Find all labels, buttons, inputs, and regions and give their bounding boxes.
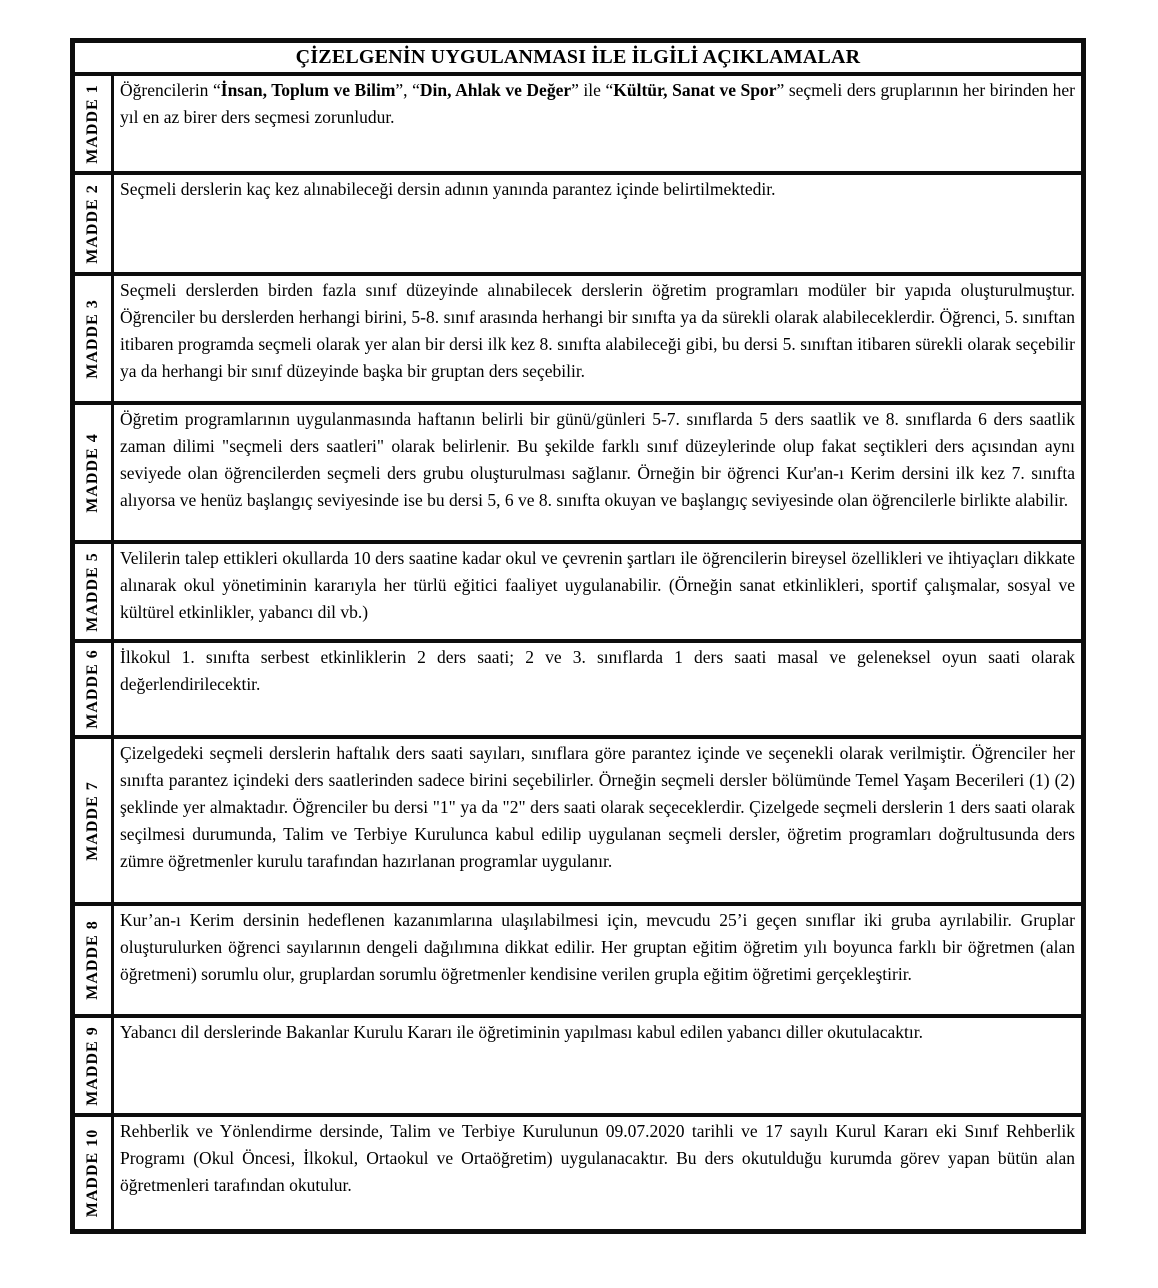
madde-1-segment: ” seçmeli ders gruplarının her birinden her yıl en az birer ders seçmesi zorunludur. <box>120 80 1075 127</box>
madde-9-label-cell <box>73 1016 113 1115</box>
table-title: ÇİZELGENİN UYGULANMASI İLE İLGİLİ AÇIKLAMALAR <box>73 41 1084 75</box>
table-row <box>73 403 1084 542</box>
madde-4-label: MADDE 4 <box>84 432 101 513</box>
madde-6-label-cell <box>73 641 113 737</box>
table-row <box>73 74 1084 173</box>
madde-7-content: Çizelgedeki seçmeli derslerin haftalık ders saati sayıları, sınıflara göre parantez içinde ve seçenekli olarak verilmiştir. Öğrenciler her sınıfta parantez içindeki ders saatlerinden sadece birini seçebilirler. Örneğin seçmeli dersler bölümünde Temel Yaşam Becerileri (1) (2) şeklinde yer almaktadır. Öğrenciler bu dersi "1" ya da "2" ders saati olarak seçeceklerdir. Çizelgede seçmeli derslerin 1 ders saati olarak seçilmesi durumunda, Talim ve Terbiye Kurulunca kabul edilip uygulanan seçmeli dersler, öğretim programları doğrultusunda ders zümre öğretmenler kurulu tarafından hazırlanan programlar uygulanır. <box>113 737 1084 904</box>
madde-4-label-cell <box>73 403 113 542</box>
madde-2-label-cell <box>73 173 113 274</box>
madde-1-label: MADDE 1 <box>84 83 101 164</box>
table-row <box>73 1115 1084 1231</box>
madde-10-label-cell <box>73 1115 113 1231</box>
madde-8-label-cell <box>73 904 113 1016</box>
madde-1-segment: ” ile “ <box>571 80 614 100</box>
madde-1-content <box>113 74 1084 173</box>
madde-10-label: MADDE 10 <box>84 1128 101 1217</box>
madde-2-label: MADDE 2 <box>84 183 101 264</box>
madde-1-segment: ”, “ <box>395 80 420 100</box>
explanations-table <box>70 38 1086 1234</box>
madde-5-label-cell <box>73 542 113 641</box>
madde-9-label: MADDE 9 <box>84 1025 101 1106</box>
table-row <box>73 542 1084 641</box>
madde-9-content: Yabancı dil derslerinde Bakanlar Kurulu Kararı ile öğretiminin yapılması kabul edilen yabancı diller okutulacaktır. <box>113 1016 1084 1115</box>
madde-2-content: Seçmeli derslerin kaç kez alınabileceği dersin adının yanında parantez içinde belirtilmektedir. <box>113 173 1084 274</box>
table-row <box>73 737 1084 904</box>
madde-8-label: MADDE 8 <box>84 920 101 1000</box>
madde-6-content: İlkokul 1. sınıfta serbest etkinliklerin 2 ders saati; 2 ve 3. sınıflarda 1 ders saati masal ve geleneksel oyun saati olarak değerlendirilecektir. <box>113 641 1084 737</box>
madde-8-content: Kur’an-ı Kerim dersinin hedeflenen kazanımlarına ulaşılabilmesi için, mevcudu 25’i geçen sınıflar iki gruba ayrılabilir. Gruplar oluşturulurken öğrenci sayılarının dengeli dağılımına dikkat edilir. Her gruptan eğitim öğretim yılı boyunca farklı bir öğretmen (alan öğretmeni) sorumlu olur, gruplardan sorumlu öğretmenler kendisine verilen grupla eğitim öğretimi gerçekleştirir. <box>113 904 1084 1016</box>
table-row <box>73 173 1084 274</box>
madde-7-label: MADDE 7 <box>84 780 101 861</box>
madde-1-segment-bold: Kültür, Sanat ve Spor <box>613 80 777 100</box>
madde-1-segment-bold: İnsan, Toplum ve Bilim <box>220 80 396 100</box>
table-row <box>73 274 1084 403</box>
madde-1-segment-bold: Din, Ahlak ve Değer <box>419 80 572 100</box>
madde-3-label: MADDE 3 <box>84 298 101 379</box>
madde-3-content: Seçmeli derslerden birden fazla sınıf düzeyinde alınabilecek derslerin öğretim programları modüler bir yapıda oluşturulmuştur. Öğrenciler bu derslerden herhangi birini, 5-8. sınıf arasında herhangi bir sınıfta ya da sürekli olarak alabileceklerdir. Öğrenci, 5. sınıftan itibaren programda seçmeli olarak yer alan bir dersi ilk kez 8. sınıfta alabileceği gibi, bu dersi 5. sınıftan itibaren sürekli olarak seçebilir ya da herhangi bir sınıf düzeyinde başka bir gruptan ders seçebilir. <box>113 274 1084 403</box>
madde-4-content: Öğretim programlarının uygulanmasında haftanın belirli bir günü/günleri 5-7. sınıflarda 5 ders saatlik ve 8. sınıflarda 6 ders saatlik zaman dilimi "seçmeli ders saatleri" olarak belirlenir. Bu şekilde farklı sınıf düzeylerinde olup fakat seçtikleri ders açısından aynı seviyede olan öğrencilerden seçmeli ders grubu oluşturulması sağlanır. Örneğin bir öğrenci Kur'an-ı Kerim dersini ilk kez 7. sınıfta alıyorsa ve henüz başlangıç seviyesinde ise bu dersi 5, 6 ve 8. sınıfta okuyan ve başlangıç seviyesinde olan öğrencilerle birlikte alabilir. <box>113 403 1084 542</box>
madde-5-label: MADDE 5 <box>84 551 101 632</box>
madde-1-segment: Öğrencilerin “ <box>120 80 221 100</box>
madde-3-label-cell <box>73 274 113 403</box>
madde-7-label-cell <box>73 737 113 904</box>
madde-5-content: Velilerin talep ettikleri okullarda 10 ders saatine kadar okul ve çevrenin şartları ile öğrencilerin bireysel özellikleri ve ihtiyaçları dikkate alınarak okul yönetiminin kararıyla her türlü eğitici faaliyet uygulanabilir. (Örneğin sanat etkinlikleri, sportif çalışmalar, sosyal ve kültürel etkinlikler, yabancı dil vb.) <box>113 542 1084 641</box>
madde-6-label: MADDE 6 <box>84 649 101 729</box>
table-row <box>73 641 1084 737</box>
title-row <box>73 41 1084 75</box>
madde-1-label-cell <box>73 74 113 173</box>
table-row <box>73 904 1084 1016</box>
madde-10-content: Rehberlik ve Yönlendirme dersinde, Talim ve Terbiye Kurulunun 09.07.2020 tarihli ve 17 sayılı Kurul Kararı eki Sınıf Rehberlik Programı (Okul Öncesi, İlkokul, Ortaokul ve Ortaöğretim) uygulanacaktır. Bu ders okutulduğu kurumda görev yapan bütün alan öğretmenleri tarafından okutulur. <box>113 1115 1084 1231</box>
table-row <box>73 1016 1084 1115</box>
